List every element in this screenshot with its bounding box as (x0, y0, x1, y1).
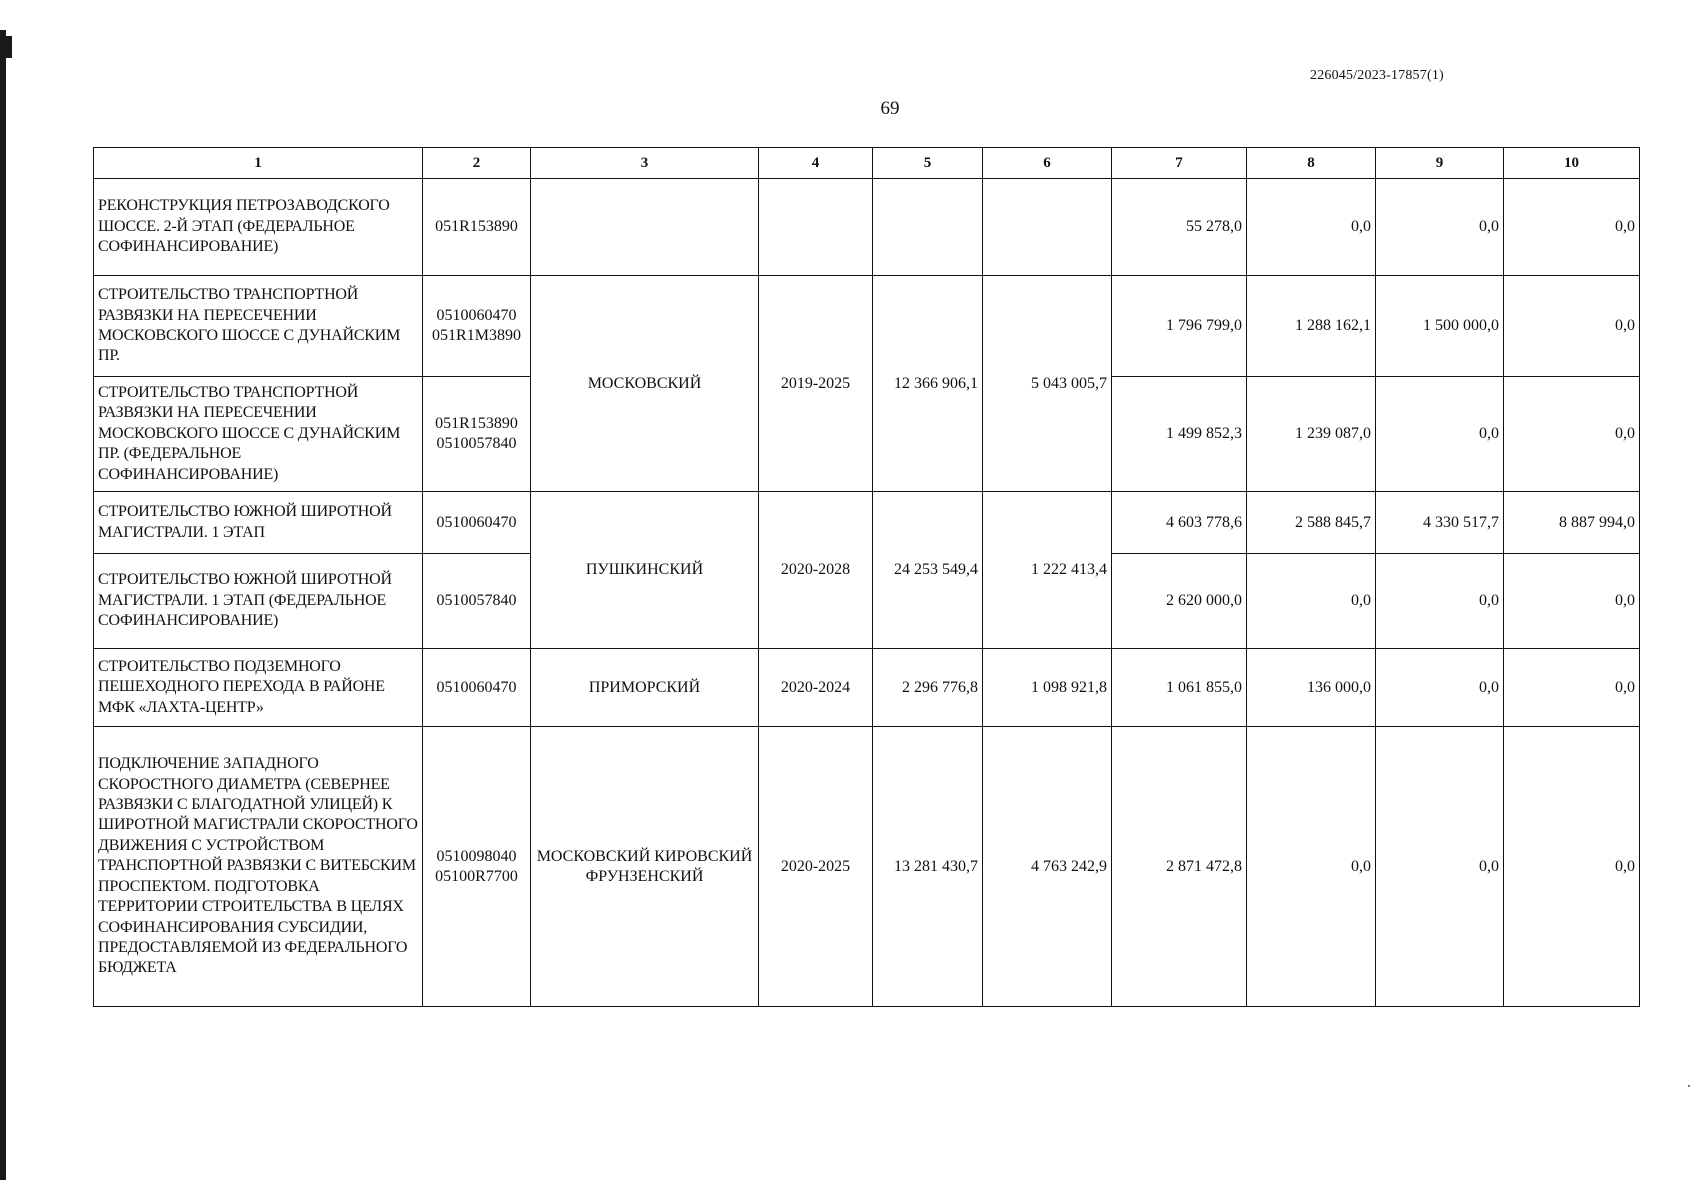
col-header: 6 (983, 148, 1112, 179)
table-row (94, 727, 1640, 1007)
spent-cell: 5 043 005,7 (983, 276, 1112, 492)
empty-cell (759, 179, 873, 276)
binding-edge-mark (0, 36, 12, 58)
budget-code: 0510060470 051R1M3890 (423, 276, 531, 377)
object-name: СТРОИТЕЛЬСТВО ТРАНСПОРТНОЙ РАЗВЯЗКИ НА ПЕРЕСЕЧЕНИИ МОСКОВСКОГО ШОССЕ С ДУНАЙСКИМ ПР. (ФЕДЕРАЛЬНОЕ СОФИНАНСИРОВАНИЕ) (94, 377, 423, 492)
budget-code: 0510060470 (423, 492, 531, 554)
value-cell: 136 000,0 (1247, 649, 1376, 727)
col-header: 1 (94, 148, 423, 179)
empty-cell (873, 179, 983, 276)
value-cell: 0,0 (1376, 649, 1504, 727)
district-cell: МОСКОВСКИЙ КИРОВСКИЙ ФРУНЗЕНСКИЙ (531, 727, 759, 1007)
value-cell: 0,0 (1504, 179, 1640, 276)
value-cell: 1 499 852,3 (1112, 377, 1247, 492)
total-cost-cell: 24 253 549,4 (873, 492, 983, 649)
total-cost-cell: 13 281 430,7 (873, 727, 983, 1007)
scan-speck (1688, 1085, 1690, 1087)
spent-cell: 1 222 413,4 (983, 492, 1112, 649)
value-cell: 2 871 472,8 (1112, 727, 1247, 1007)
value-cell: 4 603 778,6 (1112, 492, 1247, 554)
total-cost-cell: 2 296 776,8 (873, 649, 983, 727)
total-cost-cell: 12 366 906,1 (873, 276, 983, 492)
budget-code: 0510060470 (423, 649, 531, 727)
value-cell: 1 239 087,0 (1247, 377, 1376, 492)
value-cell: 0,0 (1376, 179, 1504, 276)
object-name: СТРОИТЕЛЬСТВО ЮЖНОЙ ШИРОТНОЙ МАГИСТРАЛИ. 1 ЭТАП (ФЕДЕРАЛЬНОЕ СОФИНАНСИРОВАНИЕ) (94, 554, 423, 649)
value-cell: 1 288 162,1 (1247, 276, 1376, 377)
value-cell: 55 278,0 (1112, 179, 1247, 276)
empty-cell (531, 179, 759, 276)
empty-cell (983, 179, 1112, 276)
spent-cell: 4 763 242,9 (983, 727, 1112, 1007)
budget-code: 0510098040 05100R7700 (423, 727, 531, 1007)
col-header: 5 (873, 148, 983, 179)
period-cell: 2020-2028 (759, 492, 873, 649)
value-cell: 1 796 799,0 (1112, 276, 1247, 377)
col-header: 8 (1247, 148, 1376, 179)
district-cell: ПУШКИНСКИЙ (531, 492, 759, 649)
object-name: РЕКОНСТРУКЦИЯ ПЕТРОЗАВОДСКОГО ШОССЕ. 2-Й ЭТАП (ФЕДЕРАЛЬНОЕ СОФИНАНСИРОВАНИЕ) (94, 179, 423, 276)
period-cell: 2020-2025 (759, 727, 873, 1007)
district-cell: МОСКОВСКИЙ (531, 276, 759, 492)
table-row (94, 492, 1640, 554)
period-cell: 2020-2024 (759, 649, 873, 727)
value-cell: 0,0 (1376, 727, 1504, 1007)
value-cell: 0,0 (1247, 727, 1376, 1007)
value-cell: 0,0 (1247, 179, 1376, 276)
value-cell: 0,0 (1247, 554, 1376, 649)
value-cell: 0,0 (1504, 727, 1640, 1007)
district-cell: ПРИМОРСКИЙ (531, 649, 759, 727)
value-cell: 2 588 845,7 (1247, 492, 1376, 554)
value-cell: 8 887 994,0 (1504, 492, 1640, 554)
value-cell: 4 330 517,7 (1376, 492, 1504, 554)
budget-code: 051R153890 (423, 179, 531, 276)
col-header: 2 (423, 148, 531, 179)
spent-cell: 1 098 921,8 (983, 649, 1112, 727)
value-cell: 1 061 855,0 (1112, 649, 1247, 727)
value-cell: 0,0 (1504, 649, 1640, 727)
binding-edge (0, 30, 6, 1180)
value-cell: 1 500 000,0 (1376, 276, 1504, 377)
value-cell: 0,0 (1504, 276, 1640, 377)
budget-code: 051R153890 0510057840 (423, 377, 531, 492)
budget-code: 0510057840 (423, 554, 531, 649)
page-number: 69 (880, 98, 900, 119)
object-name: СТРОИТЕЛЬСТВО ТРАНСПОРТНОЙ РАЗВЯЗКИ НА ПЕРЕСЕЧЕНИИ МОСКОВСКОГО ШОССЕ С ДУНАЙСКИМ ПР. (94, 276, 423, 377)
col-header: 3 (531, 148, 759, 179)
object-name: ПОДКЛЮЧЕНИЕ ЗАПАДНОГО СКОРОСТНОГО ДИАМЕТРА (СЕВЕРНЕЕ РАЗВЯЗКИ С БЛАГОДАТНОЙ УЛИЦЕЙ) К ШИРОТНОЙ МАГИСТРАЛИ СКОРОСТНОГО ДВИЖЕНИЯ С УСТРОЙСТВОМ ТРАНСПОРТНОЙ РАЗВЯЗКИ С ВИТЕБСКИМ ПРОСПЕКТОМ. ПОДГОТОВКА ТЕРРИТОРИИ СТРОИТЕЛЬСТВА В ЦЕЛЯХ СОФИНАНСИРОВАНИЯ СУБСИДИИ, ПРЕДОСТАВЛЯЕМОЙ ИЗ ФЕДЕРАЛЬНОГО БЮДЖЕТА (94, 727, 423, 1007)
period-cell: 2019-2025 (759, 276, 873, 492)
table-row (94, 179, 1640, 276)
object-name: СТРОИТЕЛЬСТВО ПОДЗЕМНОГО ПЕШЕХОДНОГО ПЕРЕХОДА В РАЙОНЕ МФК «ЛАХТА-ЦЕНТР» (94, 649, 423, 727)
value-cell: 0,0 (1504, 377, 1640, 492)
object-name: СТРОИТЕЛЬСТВО ЮЖНОЙ ШИРОТНОЙ МАГИСТРАЛИ. 1 ЭТАП (94, 492, 423, 554)
table-row (94, 649, 1640, 727)
value-cell: 0,0 (1376, 554, 1504, 649)
col-header: 9 (1376, 148, 1504, 179)
value-cell: 0,0 (1504, 554, 1640, 649)
col-header: 10 (1504, 148, 1640, 179)
value-cell: 0,0 (1376, 377, 1504, 492)
budget-table (93, 147, 1640, 1007)
table-row (94, 276, 1640, 377)
col-header: 4 (759, 148, 873, 179)
col-header: 7 (1112, 148, 1247, 179)
header-row (94, 148, 1640, 179)
document-id: 226045/2023-17857(1) (1310, 68, 1444, 83)
value-cell: 2 620 000,0 (1112, 554, 1247, 649)
